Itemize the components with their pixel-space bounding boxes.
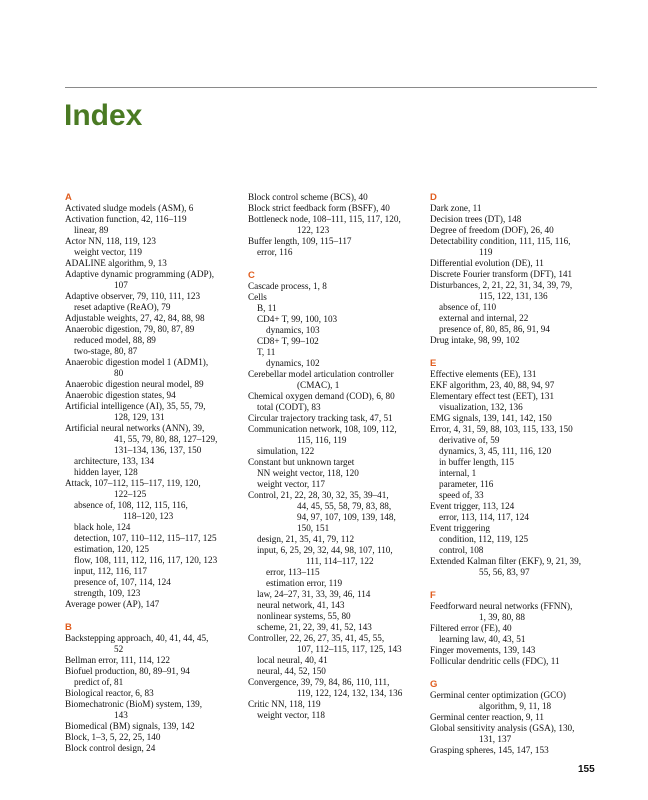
index-subentry: linear, 89 [74,225,109,235]
index-entry-continuation: 143 [114,710,128,720]
index-entry: Bottleneck node, 108–111, 115, 117, 120, [248,214,401,224]
index-entry: Follicular dendritic cells (FDC), 11 [430,656,560,666]
index-entry: Cerebellar model articulation controller [248,369,394,379]
index-entry-continuation: 107, 112–115, 117, 125, 143 [297,644,402,654]
index-entry: Detectability condition, 111, 115, 116, [430,236,571,246]
index-subentry: condition, 112, 119, 125 [439,534,529,544]
index-subentry: input, 6, 25, 29, 32, 44, 98, 107, 110, [257,545,393,555]
index-subentry: presence of, 80, 85, 86, 91, 94 [439,324,550,334]
index-entry: Biofuel production, 80, 89–91, 94 [65,666,190,676]
page-number: 155 [578,764,595,775]
index-entry-continuation: 122–125 [114,489,147,499]
index-entry: Anaerobic digestion states, 94 [65,390,176,400]
index-entry-continuation: 1, 39, 80, 88 [479,612,525,622]
index-letter-heading: C [248,270,255,281]
index-letter-heading: E [430,358,437,369]
index-subentry: external and internal, 22 [439,313,529,323]
index-subentry: predict of, 81 [74,677,124,687]
index-entry-continuation: 41, 55, 79, 80, 88, 127–129, [114,434,218,444]
index-subentry: strength, 109, 123 [74,588,141,598]
index-subentry: black hole, 124 [74,522,131,532]
index-letter-heading: F [430,590,436,601]
index-entry: Feedforward neural networks (FFNN), [430,601,573,611]
index-entry-continuation: 131, 137 [479,734,512,744]
index-subentry: architecture, 133, 134 [74,456,155,466]
index-entry-continuation: algorithm, 9, 11, 18 [479,701,552,711]
index-entry: Discrete Fourier transform (DFT), 141 [430,269,573,279]
index-entry: Anaerobic digestion model 1 (ADM1), [65,357,209,367]
index-subentry: T, 11 [257,347,276,357]
index-entry: Grasping spheres, 145, 147, 153 [430,745,549,755]
index-entry: Cells [248,292,267,302]
index-column-1 [65,192,241,754]
index-entry: Dark zone, 11 [430,203,482,213]
index-entry: Buffer length, 109, 115–117 [248,236,352,246]
index-subentry: in buffer length, 115 [439,457,515,467]
index-subentry: hidden layer, 128 [74,467,138,477]
index-subentry: dynamics, 103 [266,325,320,335]
index-entry: Elementary effect test (EET), 131 [430,391,555,401]
index-entry: Chemical oxygen demand (COD), 6, 80 [248,391,395,401]
index-entry: EMG signals, 139, 141, 142, 150 [430,413,552,423]
index-subentry: local neural, 40, 41 [257,655,328,665]
index-subentry: reset adaptive (ReAO), 79 [74,302,171,312]
index-entry: Finger movements, 139, 143 [430,645,536,655]
index-subentry: absence of, 108, 112, 115, 116, [74,500,188,510]
index-subentry: estimation error, 119 [266,578,343,588]
top-rule [65,87,597,88]
index-entry-continuation: 80 [114,368,124,378]
index-entry: Anaerobic digestion, 79, 80, 87, 89 [65,324,195,334]
index-subentry: presence of, 107, 114, 124 [74,577,171,587]
index-subentry: internal, 1 [439,468,477,478]
index-entry: Block, 1–3, 5, 22, 25, 140 [65,732,161,742]
index-entry-continuation: 107 [114,280,128,290]
index-letter-heading: G [430,679,438,690]
page-title: Index [64,99,143,132]
index-entry: Circular trajectory tracking task, 47, 51 [248,413,393,423]
index-subentry: visualization, 132, 136 [439,402,523,412]
index-entry: Control, 21, 22, 28, 30, 32, 35, 39–41, [248,490,389,500]
index-entry: Anaerobic digestion neural model, 89 [65,379,204,389]
index-subentry: dynamics, 3, 45, 111, 116, 120 [439,446,552,456]
index-entry: Biological reactor, 6, 83 [65,688,154,698]
index-subentry: scheme, 21, 22, 39, 41, 52, 143 [257,622,372,632]
index-subentry: CD4+ T, 99, 100, 103 [257,314,338,324]
index-subentry: error, 116 [257,247,293,257]
index-entry: Block control design, 24 [65,743,156,753]
index-entry: Biomechatronic (BioM) system, 139, [65,699,203,709]
index-entry: Backstepping approach, 40, 41, 44, 45, [65,633,209,643]
index-entry-continuation: 55, 56, 83, 97 [479,567,530,577]
index-subentry: B, 11 [257,303,277,313]
index-entry-continuation: 150, 151 [297,523,330,533]
index-subentry: speed of, 33 [439,490,484,500]
index-entry: Disturbances, 2, 21, 22, 31, 34, 39, 79, [430,280,573,290]
index-entry: Bellman error, 111, 114, 122 [65,655,171,665]
index-entry: Germinal center reaction, 9, 11 [430,712,544,722]
index-letter-heading: B [65,622,72,633]
index-subentry: control, 108 [439,545,484,555]
index-subentry: weight vector, 119 [74,247,142,257]
index-entry: Biomedical (BM) signals, 139, 142 [65,721,195,731]
index-entry-continuation: 119, 122, 124, 132, 134, 136 [297,688,403,698]
index-subentry: absence of, 110 [439,302,497,312]
index-entry: Differential evolution (DE), 11 [430,258,544,268]
index-entry-continuation: 115, 116, 119 [297,435,347,445]
index-entry: Filtered error (FE), 40 [430,623,512,633]
index-entry: Critic NN, 118, 119 [248,699,321,709]
index-entry-continuation: 115, 122, 131, 136 [479,291,548,301]
index-entry-continuation: 118–120, 123 [123,511,174,521]
index-entry: Degree of freedom (DOF), 26, 40 [430,225,554,235]
index-subentry: two-stage, 80, 87 [74,346,138,356]
index-subentry: nonlinear systems, 55, 80 [257,611,351,621]
index-entry: Germinal center optimization (GCO) [430,690,566,700]
index-entry-continuation: 122, 123 [297,225,330,235]
index-entry: Extended Kalman filter (EKF), 9, 21, 39, [430,556,582,566]
index-subentry: error, 113, 114, 117, 124 [439,512,529,522]
index-entry: Event triggering [430,523,490,533]
index-entry-continuation: 44, 45, 55, 58, 79, 83, 88, [297,501,392,511]
index-entry: Adjustable weights, 27, 42, 84, 88, 98 [65,313,205,323]
index-entry: Artificial neural networks (ANN), 39, [65,423,205,433]
index-entry-continuation: 128, 129, 131 [114,412,165,422]
index-entry-continuation: 111, 114–117, 122 [306,556,374,566]
index-subentry: dynamics, 102 [266,358,320,368]
index-entry-continuation: (CMAC), 1 [297,380,340,390]
index-subentry: total (CODT), 83 [257,402,321,412]
index-subentry: simulation, 122 [257,446,315,456]
index-entry: Average power (AP), 147 [65,599,160,609]
index-entry: Controller, 22, 26, 27, 35, 41, 45, 55, [248,633,385,643]
index-subentry: neural, 44, 52, 150 [257,666,326,676]
index-subentry: input, 112, 116, 117 [74,566,147,576]
index-entry: EKF algorithm, 23, 40, 88, 94, 97 [430,380,555,390]
index-entry: Convergence, 39, 79, 84, 86, 110, 111, [248,677,390,687]
index-entry: Adaptive observer, 79, 110, 111, 123 [65,291,201,301]
index-subentry: weight vector, 118 [257,710,325,720]
index-entry-continuation: 94, 97, 107, 109, 139, 148, [297,512,396,522]
index-entry: ADALINE algorithm, 9, 13 [65,258,167,268]
index-entry: Event trigger, 113, 124 [430,501,515,511]
index-entry: Error, 4, 31, 59, 88, 103, 115, 133, 150 [430,424,573,434]
index-letter-heading: D [430,192,437,203]
index-subentry: parameter, 116 [439,479,494,489]
index-subentry: design, 21, 35, 41, 79, 112 [257,534,355,544]
index-subentry: learning law, 40, 43, 51 [439,634,526,644]
index-entry: Drug intake, 98, 99, 102 [430,335,520,345]
index-entry: Adaptive dynamic programming (ADP), [65,269,215,279]
index-subentry: neural network, 41, 143 [257,600,345,610]
index-entry: Global sensitivity analysis (GSA), 130, [430,723,575,733]
index-entry: Actor NN, 118, 119, 123 [65,236,156,246]
index-entry: Block strict feedback form (BSFF), 40 [248,203,390,213]
index-letter-heading: A [65,192,72,203]
index-column-3 [430,192,606,756]
index-subentry: reduced model, 88, 89 [74,335,156,345]
index-entry: Cascade process, 1, 8 [248,281,327,291]
index-entry-continuation: 131–134, 136, 137, 150 [114,445,202,455]
index-entry: Activation function, 42, 116–119 [65,214,187,224]
index-subentry: derivative of, 59 [439,435,500,445]
index-subentry: detection, 107, 110–112, 115–117, 125 [74,533,217,543]
index-subentry: CD8+ T, 99–102 [257,336,319,346]
index-entry: Artificial intelligence (AI), 35, 55, 79, [65,401,206,411]
index-column-2 [248,192,424,721]
index-subentry: estimation, 120, 125 [74,544,150,554]
index-subentry: flow, 108, 111, 112, 116, 117, 120, 123 [74,555,218,565]
index-subentry: NN weight vector, 118, 120 [257,468,359,478]
index-entry: Attack, 107–112, 115–117, 119, 120, [65,478,201,488]
index-entry: Block control scheme (BCS), 40 [248,192,368,202]
index-entry: Decision trees (DT), 148 [430,214,522,224]
index-subentry: law, 24–27, 31, 33, 39, 46, 114 [257,589,371,599]
index-subentry: weight vector, 117 [257,479,325,489]
index-entry: Effective elements (EE), 131 [430,369,537,379]
index-entry-continuation: 52 [114,644,124,654]
index-entry: Activated sludge models (ASM), 6 [65,203,194,213]
index-subentry: error, 113–115 [266,567,320,577]
index-entry-continuation: 119 [479,247,493,257]
index-entry: Communication network, 108, 109, 112, [248,424,397,434]
index-entry: Constant but unknown target [248,457,355,467]
